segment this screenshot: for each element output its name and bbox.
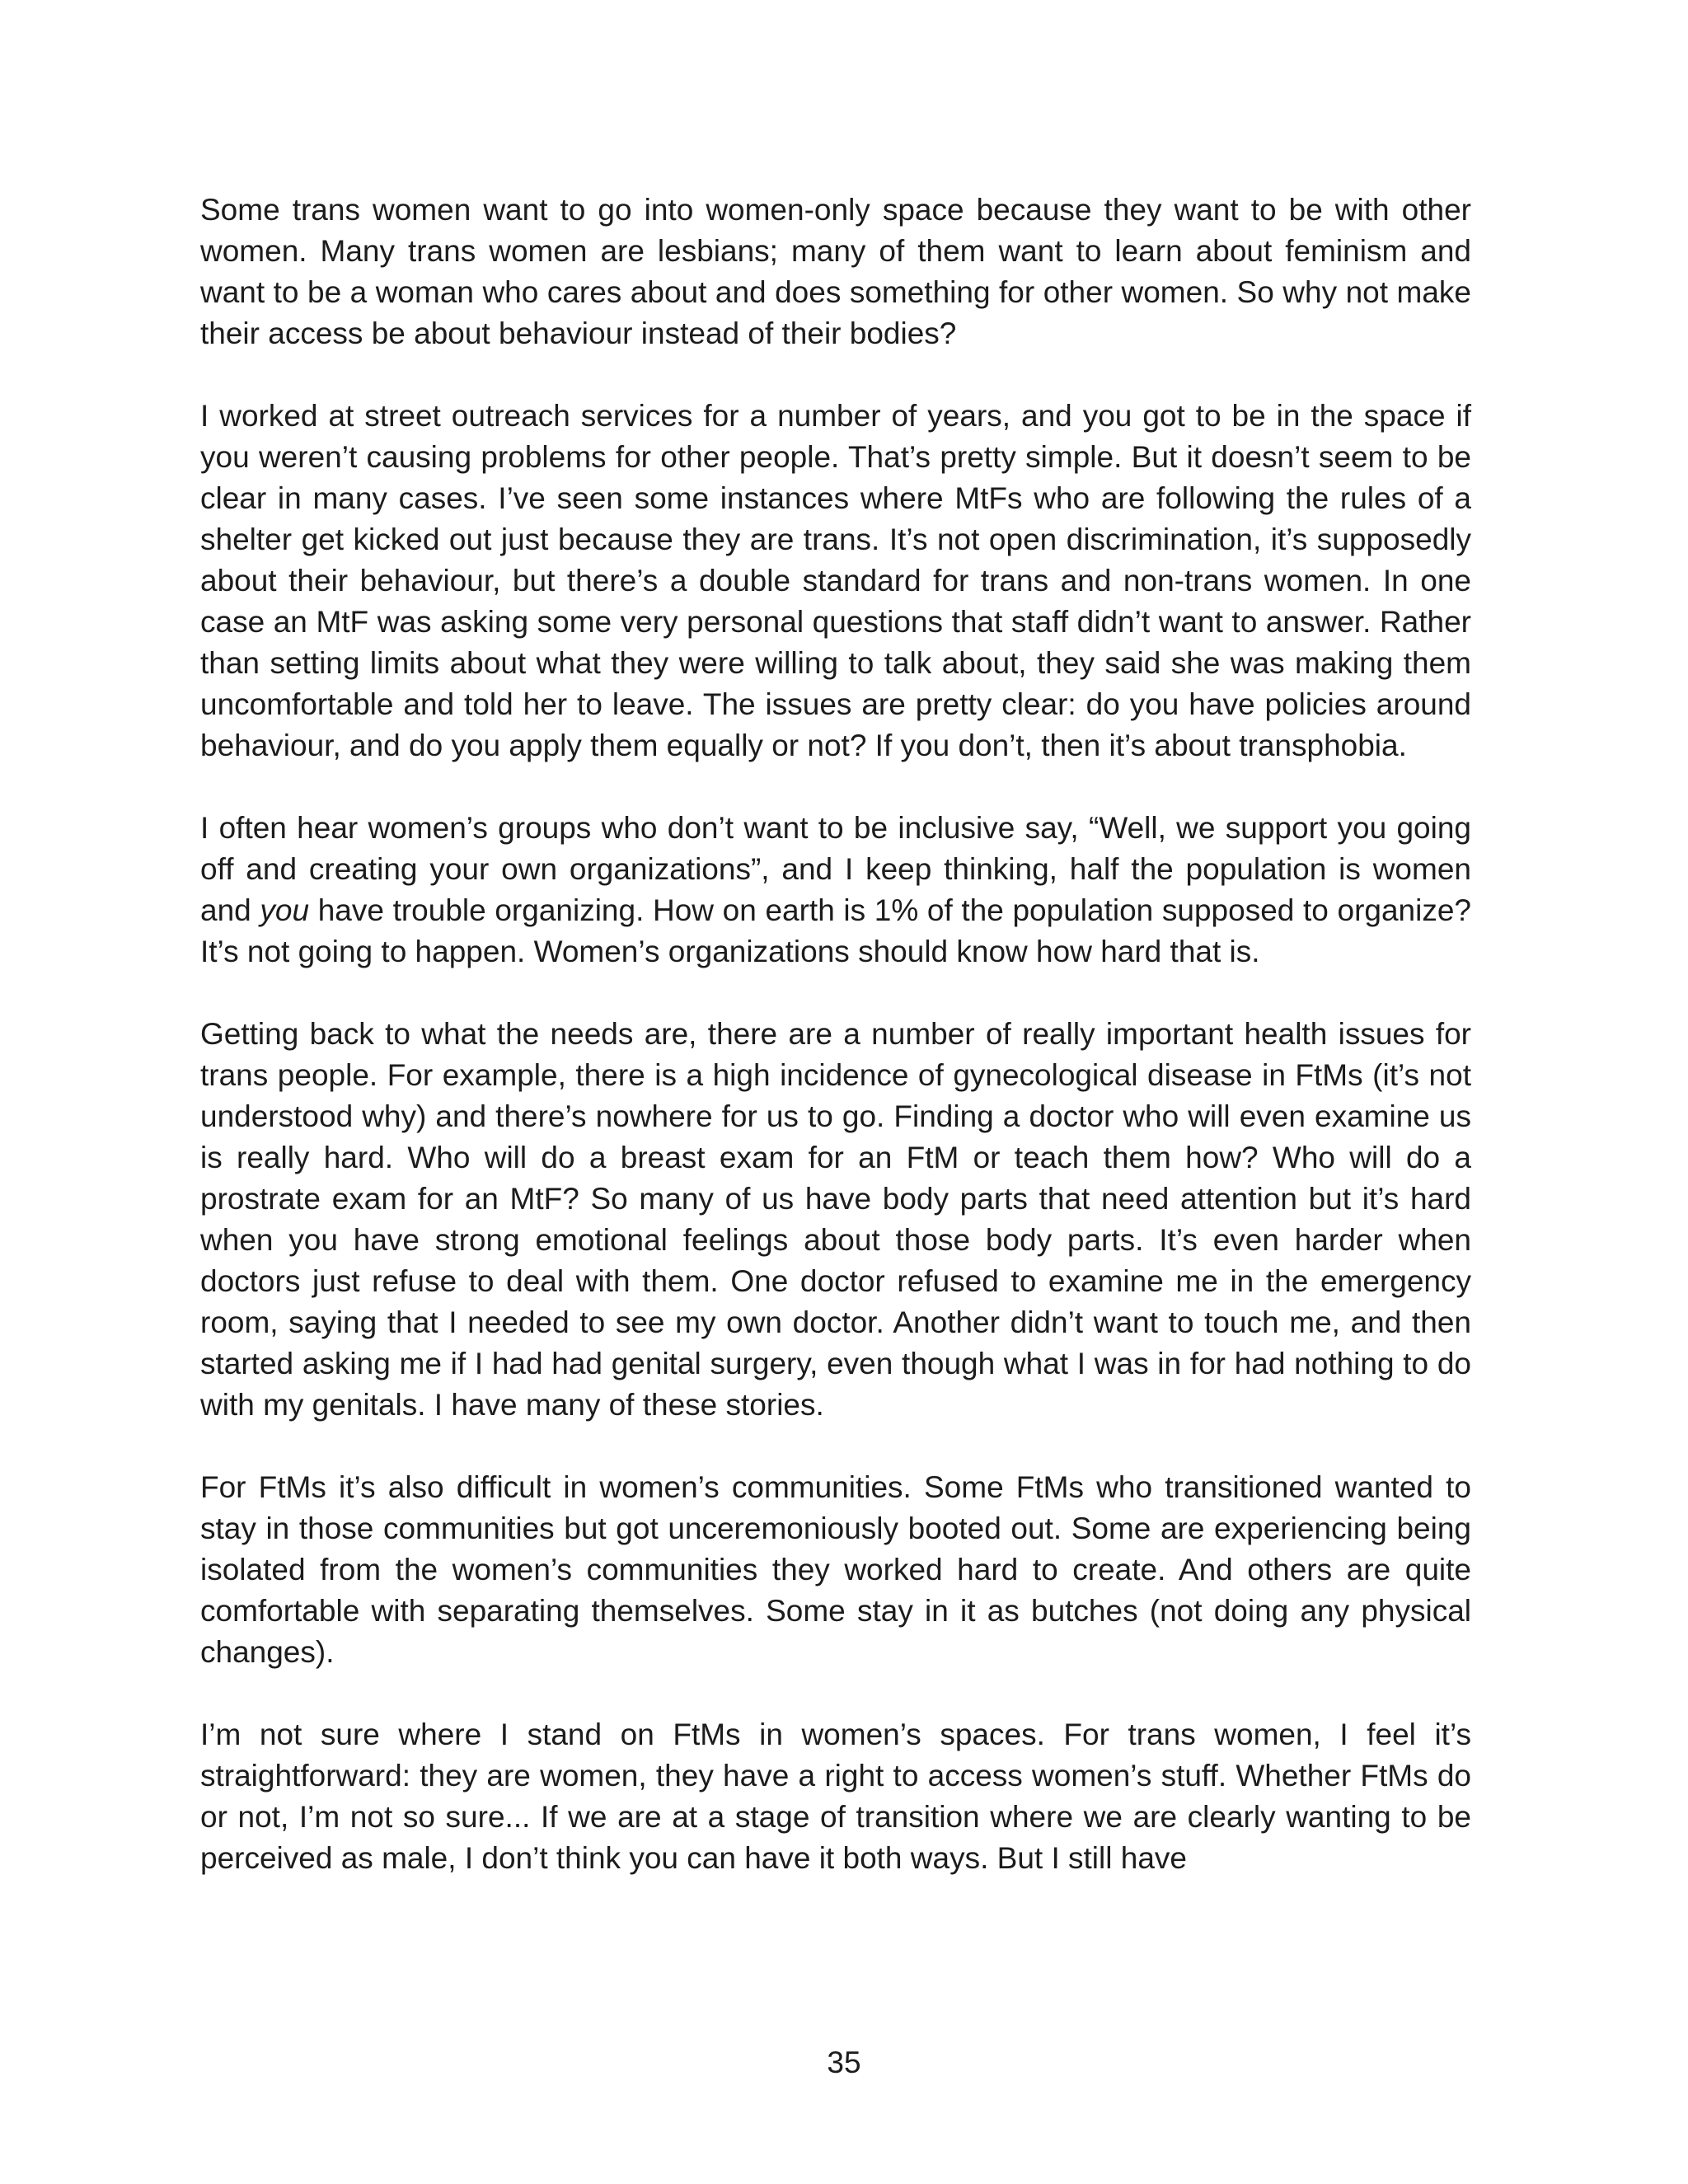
paragraph-2: I worked at street outreach services for a number of years, and you got to be in the space if you weren’t causing problems for other people. That’s pretty simple. But it doesn’t seem to be clear in many cases. I’ve seen some instances where MtFs who are following the rules of a shelter get kicked out just because they are trans. It’s not open discrimination, it’s supposedly about their behaviour, but there’s a double standard for trans and non-trans women. In one case an MtF was asking some very personal questions that staff didn’t want to answer. Rather than setting limits about what they were willing to talk about, they said she was making them uncomfortable and told her to leave. The issues are pretty clear: do you have policies around behaviour, and do you apply them equally or not? If you don’t, then it’s about transphobia.: [200, 399, 1471, 762]
paragraph-3: [200, 808, 1471, 972]
paragraph-5: For FtMs it’s also difficult in women’s communities. Some FtMs who transitioned wanted to stay in those communities but got unceremoniously booted out. Some are experiencing being isolated from the women’s communities they worked hard to create. And others are quite comfortable with separating themselves. Some stay in it as butches (not doing any physical changes).: [200, 1470, 1471, 1669]
body-text: [200, 190, 1471, 1879]
paragraph-4: Getting back to what the needs are, there are a number of really important health issues for trans people. For example, there is a high incidence of gynecological disease in FtMs (it’s not understood why) and there’s nowhere for us to go. Finding a doctor who will even examine us is really hard. Who will do a breast exam for an FtM or teach them how? Who will do a prostrate exam for an MtF? So many of us have body parts that need attention but it’s hard when you have strong emotional feelings about those body parts. It’s even harder when doctors just refuse to deal with them. One doctor refused to examine me in the emergency room, saying that I needed to see my own doctor. Another didn’t want to touch me, and then started asking me if I had had genital surgery, even though what I was in for had nothing to do with my genitals. I have many of these stories.: [200, 1017, 1471, 1422]
paragraph-3-text-b: have trouble organizing. How on earth is 1% of the population supposed to organize? It’s not going to happen. Women’s organizations should know how hard that is.: [200, 893, 1472, 968]
paragraph-6: I’m not sure where I stand on FtMs in women’s spaces. For trans women, I feel it’s straightforward: they are women, they have a right to access women’s stuff. Whether FtMs do or not, I’m not so sure... If we are at a stage of transition where we are clearly wanting to be perceived as male, I don’t think you can have it both ways. But I still have: [200, 1718, 1471, 1875]
paragraph-3-italic-word: you: [260, 893, 310, 927]
page-number: 35: [827, 2046, 861, 2079]
paragraph-3-text-a: I often hear women’s groups who don’t want to be inclusive say, “Well, we support you going off and creating your own organizations”, and I keep thinking, half the population is women and: [200, 811, 1471, 927]
paragraph-1: Some trans women want to go into women-only space because they want to be with other women. Many trans women are lesbians; many of them want to learn about feminism and want to be a woman who cares about and does something for other women. So why not make their access be about behaviour instead of their bodies?: [200, 193, 1471, 350]
